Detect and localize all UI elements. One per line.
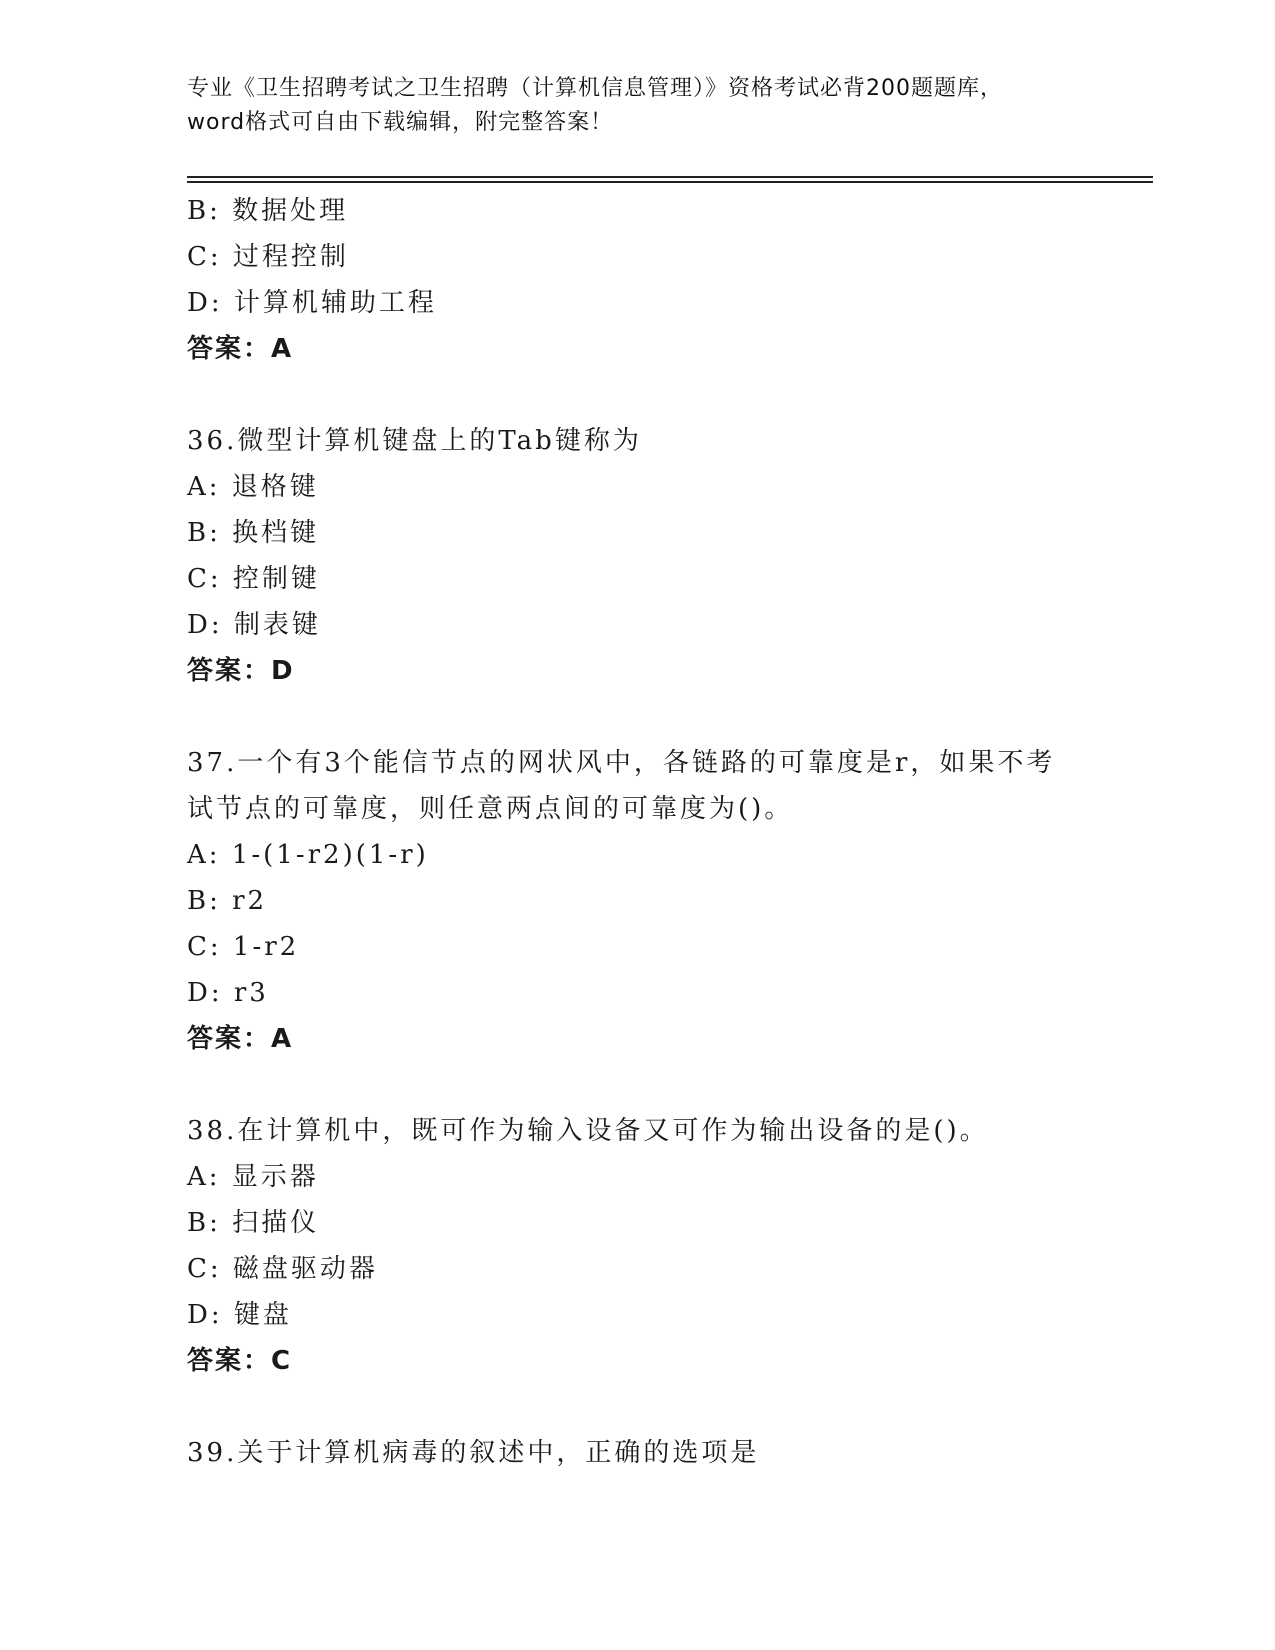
question-text: 36.微型计算机键盘上的Tab键称为 bbox=[187, 426, 642, 456]
spacer bbox=[187, 694, 1087, 740]
question-39 bbox=[187, 1430, 1087, 1476]
answer: 答案：C bbox=[187, 1346, 293, 1376]
option-a: A: 显示器 bbox=[187, 1162, 319, 1192]
option-d: D: 键盘 bbox=[187, 1300, 292, 1330]
header-divider-top bbox=[187, 176, 1153, 178]
answer: 答案：D bbox=[187, 656, 295, 686]
option-b: B: 换档键 bbox=[187, 518, 320, 548]
question-text-line-1: 37.一个有3个能信节点的网状风中，各链路的可靠度是r，如果不考 bbox=[187, 748, 1056, 778]
header-title-line-1: 专业《卫生招聘考试之卫生招聘（计算机信息管理）》资格考试必背200题题库， bbox=[187, 76, 1003, 101]
option-d: D: 制表键 bbox=[187, 610, 321, 640]
header-divider-bottom bbox=[187, 181, 1153, 183]
option-c: C: 磁盘驱动器 bbox=[187, 1254, 378, 1284]
question-text-line-2: 试节点的可靠度，则任意两点间的可靠度为()。 bbox=[187, 794, 794, 824]
answer: 答案：A bbox=[187, 334, 294, 364]
header-title-line-2: word格式可自由下载编辑，附完整答案！ bbox=[187, 110, 614, 135]
question-38 bbox=[187, 1108, 1087, 1384]
option-c: C: 控制键 bbox=[187, 564, 320, 594]
question-text: 39.关于计算机病毒的叙述中，正确的选项是 bbox=[187, 1438, 760, 1468]
option-b: B: 扫描仪 bbox=[187, 1208, 320, 1238]
spacer bbox=[187, 1062, 1087, 1108]
option-d: D: 计算机辅助工程 bbox=[187, 288, 437, 318]
option-d: D: r3 bbox=[187, 978, 269, 1008]
spacer bbox=[187, 372, 1087, 418]
document-header bbox=[187, 72, 1087, 140]
question-35-tail bbox=[187, 188, 1087, 372]
question-text: 38.在计算机中，既可作为输入设备又可作为输出设备的是()。 bbox=[187, 1116, 989, 1146]
option-b: B: 数据处理 bbox=[187, 196, 349, 226]
option-b: B: r2 bbox=[187, 886, 268, 916]
option-c: C: 1-r2 bbox=[187, 932, 300, 962]
question-list bbox=[187, 188, 1087, 1476]
question-37 bbox=[187, 740, 1087, 1062]
option-a: A: 1-(1-r2)(1-r) bbox=[187, 840, 429, 870]
spacer bbox=[187, 1384, 1087, 1430]
answer: 答案：A bbox=[187, 1024, 294, 1054]
option-a: A: 退格键 bbox=[187, 472, 319, 502]
option-c: C: 过程控制 bbox=[187, 242, 349, 272]
question-36 bbox=[187, 418, 1087, 694]
